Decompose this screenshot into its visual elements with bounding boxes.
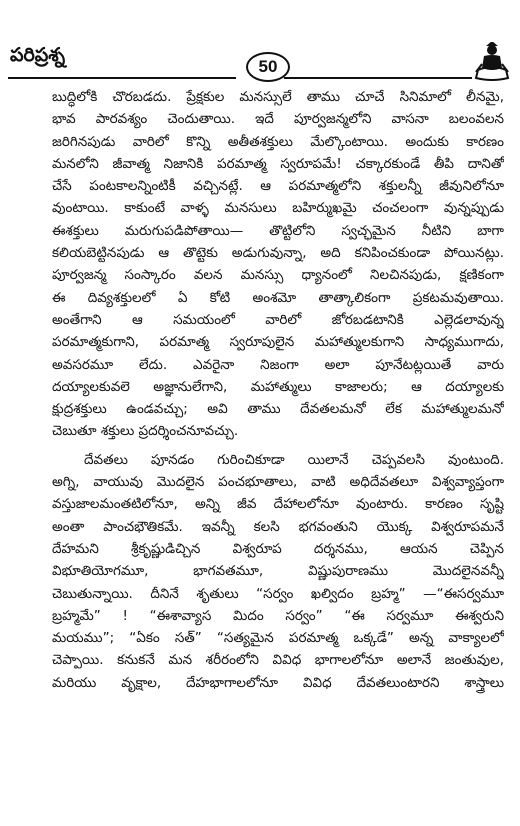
book-title: పరిప్రశ్న: [10, 44, 66, 66]
header-rule-left: [8, 77, 236, 79]
text-line: దయ్యాలకువలె అజ్ఞానులేగాని, మహాత్ములు కాజాలరు; ఆ దయ్యాలకు: [52, 378, 504, 395]
text-line: వస్తుజాలమంతటిలోనూ, అన్ని జీవ దేహాలలోనూ వుంటారు. కారణం సృష్టి: [52, 496, 504, 513]
text-line: అంతేగాని ఆ సమయంలో వారిలో జోరబడటానికి ఎల్లెడలావున్న: [52, 311, 504, 328]
text-line: కలియబెట్టినపుడు ఆ తొట్టెకు అడుగువున్నా, అది కనిపించకుండా పోయినట్లు.: [52, 245, 504, 262]
text-line: మయము”; “ఏకం సత్” “సత్యమైన పరమాత్మ ఒక్కడే” అన్న వాక్యాలలో: [52, 630, 504, 647]
text-line: జరిగినపుడు వారిలో కొన్ని అతీతశక్తులు మేల్కొంటాయి. అందుకు కారణం: [52, 133, 504, 150]
text-line: దేవతలు పూనడం గురించికూడా యిలానే చెప్పవలసి వుంటుంది.: [84, 451, 504, 468]
text-line: బ్రహ్మమే” ! “ఈశావ్యాస మిదం సర్వం” “ఈ సర్వమూ ఈశ్వరుని: [52, 607, 504, 624]
text-line: మరియు వృక్షాల, దేహభాగాలలోనూ వివిధ దేవతలుంటారని శాస్త్రాలు: [52, 674, 504, 691]
text-line: దేహమని శ్రీకృష్ణుడిచ్చిన విశ్వరూప దర్శనము, ఆయన చెప్పిన: [52, 540, 504, 557]
text-line: చెబుతూ శక్తులు ప్రదర్శించనూవచ్చు.: [52, 423, 239, 440]
page-header: [0, 0, 520, 86]
text-line: ఈ దివ్యశక్తులలో ఏ కోటి అంశమో తాత్కాలికంగా ప్రకటమవుతాయి.: [52, 289, 504, 306]
text-line: క్షుద్రశక్తులు ఉండవచ్చు; అవి తాము దేవతలమనో లేక మహాత్ములమనో: [52, 401, 504, 418]
seated-figure-icon: [472, 42, 512, 84]
text-line: అంతా పాంచభౌతికమే. ఇవన్నీ కలసి భగవంతుని యొక్క విశ్వరూపమనే: [52, 518, 504, 535]
text-line: బుద్ధిలోకి చొరబడదు. ప్రేక్షకుల మనస్సులే తాము చూచే సినిమాలో లీనమై,: [52, 89, 504, 105]
paragraph-1: [52, 86, 504, 443]
text-line: అవసరమూ లేదు. ఎవరైనా నిజంగా అలా పూనేటట్లయితే వారు: [52, 356, 504, 373]
page-body: [52, 86, 504, 694]
text-line: మనలోని జీవాత్మ నిజానికి పరమాత్మ స్వరూపమే! చక్కారకుండే తీపి దానితో: [52, 155, 504, 172]
text-line: చేసే పంటకాలన్నింటికీ వచ్చినట్లే. ఆ పరమాత్మలోని శక్తులన్నీ జీవునిలోనూ: [52, 178, 504, 195]
text-line: ఈశక్తులు మరుగుపడిపోతాయి— తొట్టిలోని స్వచ్ఛమైన నీటిని బాగా: [52, 222, 504, 239]
header-rule-right: [284, 77, 472, 79]
text-line: వుంటాయి. కాకుంటే వాళ్ళ మనసులు బహిర్ముఖమై చంచలంగా వున్నప్పుడు: [52, 200, 504, 217]
text-line: పరమాత్మకుగాని, పరమాత్మ స్వరూపులైన మహాత్ములకుగాని సాధ్యముగాదు,: [52, 334, 504, 351]
text-line: అగ్ని, వాయువు మొదలైన పంచభూతాలు, వాటి అధిదేవతలూ విశ్వవ్యాప్తంగా: [52, 474, 504, 491]
text-line: విభూతియోగమూ, భాగవతమూ, విష్ణుపురాణము మొదలైనవన్నీ: [52, 563, 504, 580]
paragraph-2: [52, 449, 504, 694]
text-line: పూర్వజన్మ సంస్కారం వలన మనస్సు ధ్యానంలో నిలచినపుడు, క్షణికంగా: [52, 267, 504, 284]
text-line: భావ పారవశ్యం చెందుతాయి. ఇదే పూర్వజన్మలోని వాసనా బలంవలన: [52, 111, 504, 128]
text-line: చెబుతున్నాయి. దీనినే శృతులు “సర్వం ఖల్విదం బ్రహ్మ” —“ఈసర్వమూ: [52, 585, 504, 602]
text-line: చెప్పాయి. కనుకనే మన శరీరంలోని వివిధ భాగాలలోనూ అలానే జంతువుల,: [52, 652, 504, 669]
page-number: 50: [246, 52, 290, 82]
